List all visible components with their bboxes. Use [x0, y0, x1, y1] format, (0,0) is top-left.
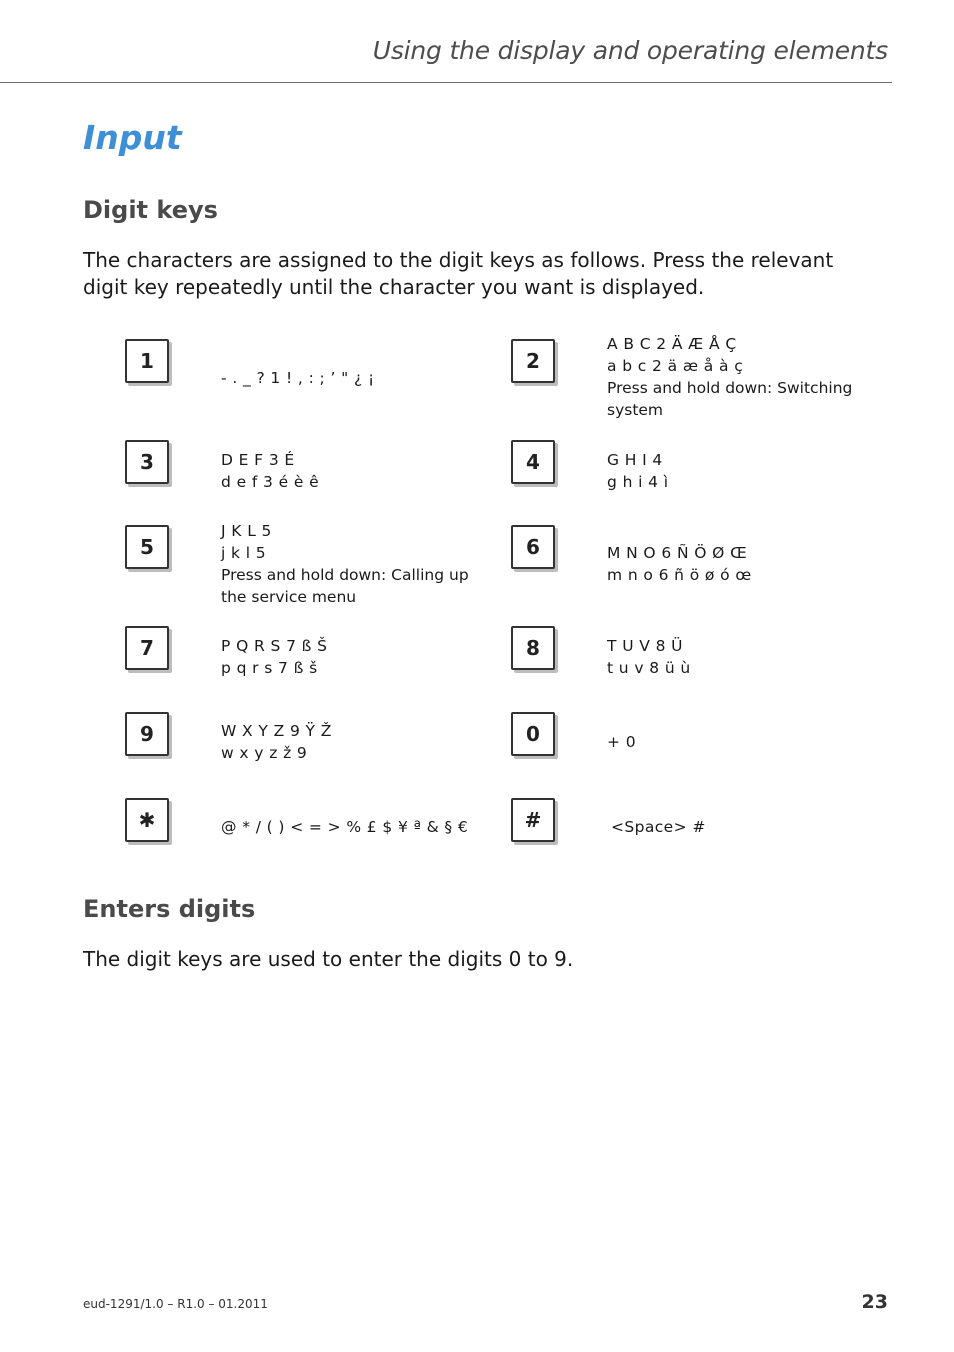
- key-2-line2: a b c 2 ä æ å à ç: [607, 357, 744, 375]
- key-9-line1: W X Y Z 9 Ÿ Ž: [221, 722, 332, 740]
- key-3-line2: d e f 3 é è ê: [221, 473, 320, 491]
- key-8-icon: 8: [511, 626, 555, 670]
- key-0-line1: + 0: [607, 733, 636, 751]
- key-3-line1: D E F 3 É: [221, 451, 295, 469]
- footer-page-number: 23: [861, 1291, 888, 1313]
- key-7-icon: 7: [125, 626, 169, 670]
- key-2-icon: 2: [511, 339, 555, 383]
- key-7-characters: [221, 635, 491, 679]
- key-star-characters: [221, 816, 491, 838]
- key-8-line1: T U V 8 Ü: [607, 637, 683, 655]
- header-divider: [0, 82, 892, 83]
- footer-doc-id: eud-1291/1.0 – R1.0 – 01.2011: [83, 1297, 268, 1311]
- key-8-line2: t u v 8 ü ù: [607, 659, 691, 677]
- key-5-line2: j k l 5: [221, 544, 267, 562]
- key-9-line2: w x y z ž 9: [221, 744, 308, 762]
- key-8-characters: [607, 635, 877, 679]
- key-star-line1: @ * / ( ) < = > % £ $ ¥ ª & § €: [221, 818, 469, 836]
- key-2-characters: [607, 333, 877, 421]
- enters-digits-heading: Enters digits: [83, 895, 256, 923]
- key-6-characters: [607, 542, 877, 586]
- key-9-characters: [221, 720, 491, 764]
- digit-keys-heading: Digit keys: [83, 196, 218, 224]
- key-3-icon: 3: [125, 440, 169, 484]
- key-2-note: Press and hold down: Switching system: [607, 379, 853, 419]
- key-hash-line1: <Space> #: [611, 818, 706, 836]
- key-hash-characters: [611, 816, 881, 838]
- page-title: Input: [83, 118, 182, 157]
- key-4-line1: G H I 4: [607, 451, 663, 469]
- key-1-icon: 1: [125, 339, 169, 383]
- key-0-icon: 0: [511, 712, 555, 756]
- key-hash-icon: #: [511, 798, 555, 842]
- key-star-icon: ✱: [125, 798, 169, 842]
- key-9-icon: 9: [125, 712, 169, 756]
- digit-keys-intro: The characters are assigned to the digit keys as follows. Press the relevant digit key repeatedly until the character you want is displayed.: [83, 248, 834, 299]
- key-1-line1: - . _ ? 1 ! , : ; ’ " ¿ ¡: [221, 369, 375, 387]
- key-6-icon: 6: [511, 525, 555, 569]
- key-4-icon: 4: [511, 440, 555, 484]
- key-3-characters: [221, 449, 491, 493]
- key-4-characters: [607, 449, 877, 493]
- key-7-line2: p q r s 7 ß š: [221, 659, 318, 677]
- key-2-line1: A B C 2 Ä Æ Å Ç: [607, 335, 737, 353]
- key-1-characters: [221, 367, 491, 389]
- key-5-icon: 5: [125, 525, 169, 569]
- key-6-line2: m n o 6 ñ ö ø ó œ: [607, 566, 752, 584]
- key-6-line1: M N O 6 Ñ Ö Ø Œ: [607, 544, 748, 562]
- key-0-characters: [607, 731, 877, 753]
- header-section-title: Using the display and operating elements: [372, 36, 888, 65]
- key-5-characters: [221, 520, 491, 608]
- key-5-line1: J K L 5: [221, 522, 272, 540]
- enters-digits-text: The digit keys are used to enter the digits 0 to 9.: [83, 947, 574, 971]
- key-4-line2: g h i 4 ì: [607, 473, 669, 491]
- key-7-line1: P Q R S 7 ß Š: [221, 637, 328, 655]
- key-5-note: Press and hold down: Calling up the service menu: [221, 566, 469, 606]
